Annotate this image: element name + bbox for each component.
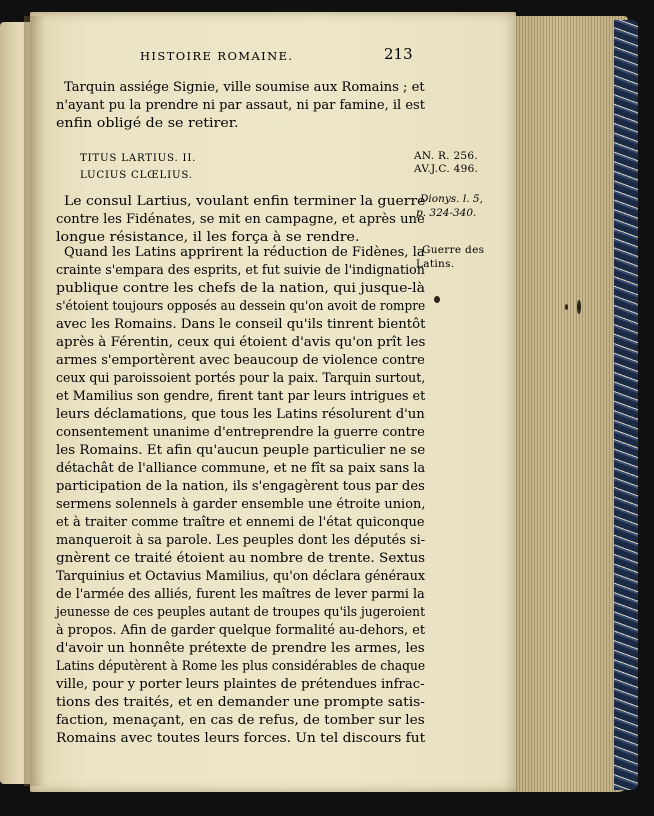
opening-line: enfin obligé de se retirer. bbox=[56, 116, 239, 131]
paragraph-line: consentement unanime d'entreprendre la guerre contre bbox=[56, 425, 425, 440]
paragraph-line: leurs déclamations, que tous les Latins résolurent d'un bbox=[56, 407, 425, 422]
paragraph-line: longue résistance, il les força à se rendre. bbox=[56, 230, 360, 245]
paragraph-line: et Mamilius son gendre, firent tant par leurs intrigues et bbox=[56, 389, 426, 404]
paragraph-line: de l'armée des alliés, furent les maîtres de lever parmi la bbox=[56, 587, 425, 602]
paragraph-line: Tarquinius et Octavius Mamilius, qu'on déclara généraux bbox=[56, 569, 426, 584]
consul-name: TITUS LARTIUS. II. bbox=[80, 153, 197, 164]
margin-note: Latins. bbox=[416, 258, 455, 270]
paragraph-line: publique contre les chefs de la nation, qui jusque-là bbox=[56, 281, 426, 296]
paragraph-line: faction, menaçant, en cas de refus, de tomber sur les bbox=[56, 713, 425, 728]
paragraph-line: armes s'emportèrent avec beaucoup de violence contre bbox=[56, 353, 425, 368]
paragraph-line: Latins députèrent à Rome les plus considérables de chaque bbox=[56, 659, 426, 674]
paragraph-line: sermens solennels à garder ensemble une étroite union, bbox=[56, 497, 426, 512]
paragraph-line: participation de la nation, ils s'engagèrent tous par des bbox=[56, 479, 425, 494]
paragraph-line: contre les Fidénates, se mit en campagne, et après une bbox=[56, 212, 425, 227]
book-gutter bbox=[24, 16, 46, 786]
paragraph-line: manqueroit à sa parole. Les peuples dont les députés si- bbox=[56, 533, 426, 548]
paragraph-line: avec les Romains. Dans le conseil qu'ils tinrent bientôt bbox=[56, 317, 426, 332]
paragraph-line: après à Férentin, ceux qui étoient d'avis qu'on prît les bbox=[56, 335, 426, 350]
paragraph-line: gnèrent ce traité étoient au nombre de trente. Sextus bbox=[56, 551, 426, 566]
year-before-christ: AV.J.C. 496. bbox=[414, 163, 479, 175]
paragraph-line: d'avoir un honnête prétexte de prendre les armes, les bbox=[56, 641, 425, 656]
year-of-rome: AN. R. 256. bbox=[414, 150, 479, 162]
page-number: 213 bbox=[384, 45, 413, 63]
paragraph-line: tions des traités, et en demander une prompte satis- bbox=[56, 695, 425, 710]
paragraph-line: les Romains. Et afin qu'aucun peuple particulier ne se bbox=[56, 443, 426, 458]
paragraph-line: jeunesse de ces peuples autant de troupes qu'ils jugeroient bbox=[56, 605, 425, 620]
paragraph-line: à propos. Afin de garder quelque formalité au-dehors, et bbox=[56, 623, 425, 638]
paragraph-line: détachât de l'alliance commune, et ne fît sa paix sans la bbox=[56, 461, 426, 476]
opening-line: n'ayant pu la prendre ni par assaut, ni par famine, il est bbox=[56, 98, 425, 113]
consul-name: LUCIUS CLŒLIUS. bbox=[80, 170, 193, 181]
running-head: HISTOIRE ROMAINE. bbox=[140, 49, 294, 63]
paragraph-line: Romains avec toutes leurs forces. Un tel discours fut bbox=[56, 731, 426, 746]
margin-reference: Dionys. l. 5, bbox=[420, 193, 483, 205]
paragraph-line: et à traiter comme traître et ennemi de l'état quiconque bbox=[56, 515, 425, 530]
marbled-cover bbox=[614, 20, 638, 790]
paragraph-line: s'étoient toujours opposés au dessein qu'on avoit de rompre bbox=[56, 299, 426, 314]
page-fore-edge bbox=[510, 16, 628, 792]
paragraph-line: crainte s'empara des esprits, et fut suivie de l'indignation bbox=[56, 263, 425, 278]
paragraph-line: ville, pour y porter leurs plaintes de prétendues infrac- bbox=[56, 677, 425, 692]
foxing-spot bbox=[434, 296, 440, 303]
opening-line: Tarquin assiége Signie, ville soumise aux Romains ; et bbox=[64, 80, 425, 95]
paragraph-line: Le consul Lartius, voulant enfin terminer la guerre bbox=[64, 194, 426, 209]
margin-note: Guerre des bbox=[422, 244, 485, 256]
paragraph-line: Quand les Latins apprirent la réduction de Fidènes, la bbox=[64, 245, 425, 260]
paragraph-line: ceux qui paroissoient portés pour la paix. Tarquin surtout, bbox=[56, 371, 426, 386]
foxing-spot bbox=[577, 300, 581, 314]
foxing-spot bbox=[565, 304, 568, 310]
margin-reference: p. 324-340. bbox=[416, 207, 477, 219]
